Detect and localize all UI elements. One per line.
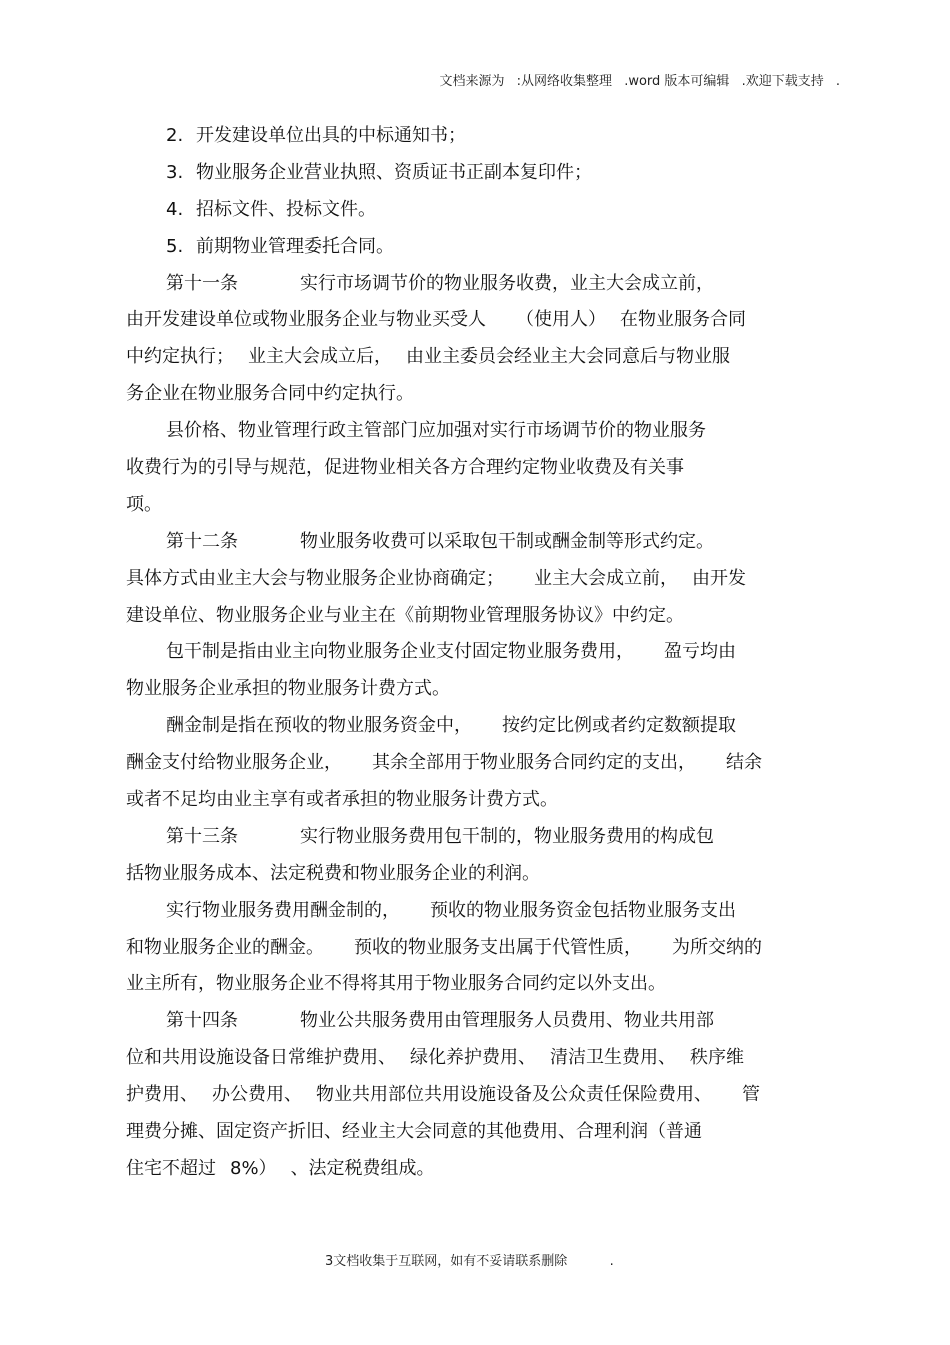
- header-dot: .: [835, 74, 840, 89]
- article-11-line: 县价格、物业管理行政主管部门应加强对实行市场调节价的物业服务: [166, 420, 706, 442]
- footer-text: 3文档收集于互联网，如有不妥请联系删除: [325, 1254, 568, 1269]
- article-12-line: 物业服务企业承担的物业服务计费方式。: [126, 678, 450, 700]
- article-14-line: 理费分摊、固定资产折旧、经业主大会同意的其他费用、合理利润（普通: [126, 1121, 702, 1143]
- article-13-line: 括物业服务成本、法定税费和物业服务企业的利润。: [126, 862, 540, 884]
- article-14-title: 第十四条: [166, 1010, 238, 1032]
- article-12-line: 包干制是指由业主向物业服务企业支付固定物业服务费用， 盈亏均由: [166, 641, 736, 663]
- article-11-title: 第十一条: [166, 272, 238, 294]
- article-14-line: 住宅不超过 8%） 、法定税费组成。: [126, 1157, 435, 1179]
- article-12-line: 酬金制是指在预收的物业服务资金中， 按约定比例或者约定数额提取: [166, 715, 736, 737]
- article-12-line: 酬金支付给物业服务企业， 其余全部用于物业服务合同约定的支出， 结余: [126, 752, 762, 774]
- list-item: 2. 开发建设单位出具的中标通知书；: [166, 125, 466, 146]
- article-14-line: 第十四条 物业公共服务费用由管理服务人员费用、物业共用部: [166, 1010, 714, 1032]
- article-11-line: 第十一条 实行市场调节价的物业服务收费，业主大会成立前，: [166, 272, 714, 294]
- header-source: 文档来源为: [439, 74, 505, 89]
- header-editable: .word 版本可编辑: [624, 74, 730, 89]
- article-12-title: 第十二条: [166, 530, 238, 552]
- article-13-line: 第十三条 实行物业服务费用包干制的，物业服务费用的构成包: [166, 825, 714, 847]
- list-item: 5. 前期物业管理委托合同。: [166, 235, 394, 257]
- article-14-line: 位和共用设施设备日常维护费用、 绿化养护费用、 清洁卫生费用、 秩序维: [126, 1047, 744, 1069]
- page-footer: [325, 1250, 614, 1269]
- page-header: [432, 70, 840, 89]
- article-13-line: 和物业服务企业的酬金。 预收的物业服务支出属于代管性质， 为所交纳的: [126, 936, 762, 958]
- header-collected: :从网络收集整理: [516, 74, 613, 89]
- article-13-line: 实行物业服务费用酬金制的， 预收的物业服务资金包括物业服务支出: [166, 899, 736, 921]
- article-11-line: 中约定执行； 业主大会成立后， 由业主委员会经业主大会同意后与物业服: [126, 346, 730, 368]
- article-11-line: 务企业在物业服务合同中约定执行。: [126, 383, 414, 405]
- article-11-line: 由开发建设单位或物业服务企业与物业买受人 （使用人） 在物业服务合同: [126, 309, 746, 331]
- article-14-line: 护费用、 办公费用、 物业共用部位共用设施设备及公众责任保险费用、 管: [126, 1084, 760, 1106]
- footer-dot: .: [609, 1254, 614, 1269]
- header-welcome: .欢迎下载支持: [741, 74, 824, 89]
- article-12-line: 具体方式由业主大会与物业服务企业协商确定； 业主大会成立前， 由开发: [126, 567, 746, 589]
- list-item: 4. 招标文件、投标文件。: [166, 198, 376, 220]
- article-13-title: 第十三条: [166, 825, 238, 847]
- article-11-line: 收费行为的引导与规范，促进物业相关各方合理约定物业收费及有关事: [126, 457, 684, 479]
- article-12-line: 第十二条 物业服务收费可以采取包干制或酬金制等形式约定。: [166, 530, 714, 552]
- article-13-line: 业主所有，物业服务企业不得将其用于物业服务合同约定以外支出。: [126, 973, 666, 995]
- article-12-line: 建设单位、物业服务企业与业主在《前期物业管理服务协议》中约定。: [126, 604, 684, 626]
- article-11-line: 项。: [126, 493, 162, 515]
- article-12-line: 或者不足均由业主享有或者承担的物业服务计费方式。: [126, 789, 558, 811]
- document-body: [126, 118, 836, 1188]
- list-item: 3. 物业服务企业营业执照、资质证书正副本复印件；: [166, 161, 592, 183]
